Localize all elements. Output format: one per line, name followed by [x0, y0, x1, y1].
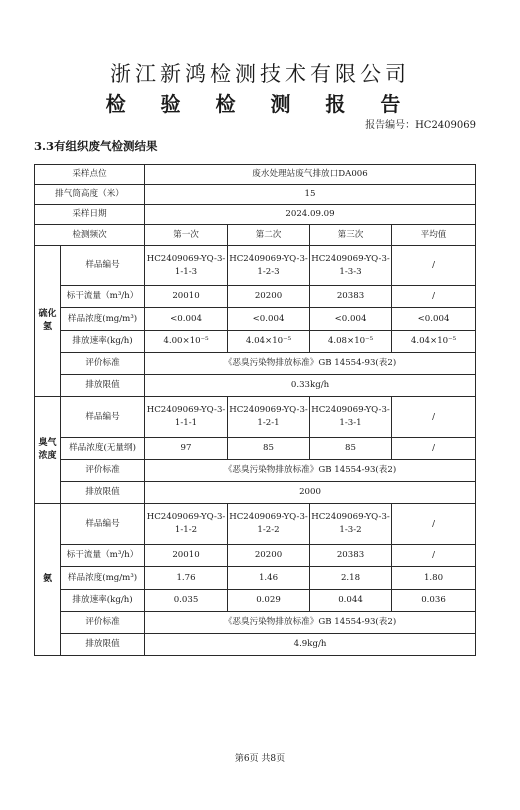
- table-cell: HC2409069-YQ-3-1-2-3: [228, 246, 310, 286]
- limit-value: 2000: [145, 482, 476, 504]
- frequency-header-row: [35, 225, 476, 246]
- row-label: 样品编号: [61, 397, 145, 438]
- table-row: [35, 286, 476, 308]
- table-cell: 4.04×10⁻⁵: [392, 331, 476, 353]
- standard-label: 评价标准: [61, 612, 145, 634]
- limit-label: 排放限值: [61, 375, 145, 397]
- table-row: [35, 612, 476, 634]
- table-cell: 0.029: [228, 590, 310, 612]
- table-cell: /: [392, 504, 476, 545]
- table-row: [35, 504, 476, 545]
- results-table: [34, 164, 476, 656]
- standard-value: 《恶臭污染物排放标准》GB 14554-93(表2): [145, 353, 476, 375]
- table-cell: 4.04×10⁻⁵: [228, 331, 310, 353]
- table-cell: 20200: [228, 286, 310, 308]
- stack-height-value: 15: [145, 185, 476, 205]
- table-cell: 2.18: [310, 567, 392, 590]
- table-cell: 20010: [145, 545, 228, 567]
- table-cell: HC2409069-YQ-3-1-2-1: [228, 397, 310, 438]
- table-row: [35, 331, 476, 353]
- table-cell: /: [392, 246, 476, 286]
- pollutant-name-h2s: 硫化氢: [35, 246, 61, 397]
- table-cell: /: [392, 438, 476, 460]
- row-label: 样品编号: [61, 246, 145, 286]
- table-row: [35, 246, 476, 286]
- table-cell: /: [392, 286, 476, 308]
- table-cell: 1.46: [228, 567, 310, 590]
- table-cell: <0.004: [228, 308, 310, 331]
- table-cell: 20010: [145, 286, 228, 308]
- standard-label: 评价标准: [61, 353, 145, 375]
- page-footer: 第6页 共8页: [234, 754, 286, 764]
- table-cell: 1.76: [145, 567, 228, 590]
- table-cell: HC2409069-YQ-3-1-3-1: [310, 397, 392, 438]
- table-row: [35, 482, 476, 504]
- table-row: [35, 353, 476, 375]
- table-cell: /: [392, 545, 476, 567]
- limit-label: 排放限值: [61, 634, 145, 656]
- standard-value: 《恶臭污染物排放标准》GB 14554-93(表2): [145, 612, 476, 634]
- table-cell: 4.00×10⁻⁵: [145, 331, 228, 353]
- table-cell: HC2409069-YQ-3-1-1-2: [145, 504, 228, 545]
- row-label: 样品浓度(mg/m³): [61, 567, 145, 590]
- limit-value: 4.9kg/h: [145, 634, 476, 656]
- table-row: [35, 460, 476, 482]
- sampling-date-row: [35, 205, 476, 225]
- table-cell: 4.08×10⁻⁵: [310, 331, 392, 353]
- sampling-point-row: [35, 165, 476, 185]
- table-row: [35, 308, 476, 331]
- table-cell: 20200: [228, 545, 310, 567]
- table-cell: HC2409069-YQ-3-1-3-3: [310, 246, 392, 286]
- table-cell: 0.036: [392, 590, 476, 612]
- frequency-col-1: 第一次: [145, 225, 228, 246]
- frequency-col-3: 第三次: [310, 225, 392, 246]
- table-cell: /: [392, 397, 476, 438]
- table-cell: HC2409069-YQ-3-1-2-2: [228, 504, 310, 545]
- table-cell: <0.004: [145, 308, 228, 331]
- sampling-point-label: 采样点位: [35, 165, 145, 185]
- standard-label: 评价标准: [61, 460, 145, 482]
- table-row: [35, 545, 476, 567]
- table-row: [35, 438, 476, 460]
- table-row: [35, 567, 476, 590]
- sampling-date-label: 采样日期: [35, 205, 145, 225]
- frequency-col-2: 第二次: [228, 225, 310, 246]
- table-cell: HC2409069-YQ-3-1-1-1: [145, 397, 228, 438]
- table-cell: 20383: [310, 286, 392, 308]
- row-label: 排放速率(kg/h): [61, 331, 145, 353]
- table-cell: 85: [310, 438, 392, 460]
- table-row: [35, 397, 476, 438]
- pollutant-name-odor: 臭气浓度: [35, 397, 61, 504]
- section-title: 3.3有组织废气检测结果: [34, 139, 158, 153]
- table-cell: HC2409069-YQ-3-1-3-2: [310, 504, 392, 545]
- frequency-label: 检测频次: [35, 225, 145, 246]
- sampling-point-value: 废水处理站废气排放口DA006: [145, 165, 476, 185]
- row-label: 样品浓度(mg/m³): [61, 308, 145, 331]
- row-label: 样品浓度(无量纲): [61, 438, 145, 460]
- row-label: 标干流量（m³/h）: [61, 545, 145, 567]
- table-cell: 97: [145, 438, 228, 460]
- table-cell: 20383: [310, 545, 392, 567]
- limit-value: 0.33kg/h: [145, 375, 476, 397]
- company-name: 浙江新鸿检测技术有限公司: [110, 62, 410, 86]
- stack-height-row: [35, 185, 476, 205]
- table-cell: HC2409069-YQ-3-1-1-3: [145, 246, 228, 286]
- limit-label: 排放限值: [61, 482, 145, 504]
- standard-value: 《恶臭污染物排放标准》GB 14554-93(表2): [145, 460, 476, 482]
- table-cell: 85: [228, 438, 310, 460]
- sampling-date-value: 2024.09.09: [145, 205, 476, 225]
- table-cell: 0.035: [145, 590, 228, 612]
- row-label: 样品编号: [61, 504, 145, 545]
- row-label: 排放速率(kg/h): [61, 590, 145, 612]
- table-cell: <0.004: [392, 308, 476, 331]
- pollutant-name-nh3: 氨: [35, 504, 61, 656]
- table-cell: <0.004: [310, 308, 392, 331]
- frequency-col-avg: 平均值: [392, 225, 476, 246]
- report-number: 报告编号：HC2409069: [365, 120, 476, 131]
- stack-height-label: 排气筒高度（米）: [35, 185, 145, 205]
- table-row: [35, 590, 476, 612]
- table-row: [35, 375, 476, 397]
- table-cell: 0.044: [310, 590, 392, 612]
- row-label: 标干流量（m³/h）: [61, 286, 145, 308]
- report-title: 检 验 检 测 报 告: [105, 92, 415, 116]
- table-row: [35, 634, 476, 656]
- table-cell: 1.80: [392, 567, 476, 590]
